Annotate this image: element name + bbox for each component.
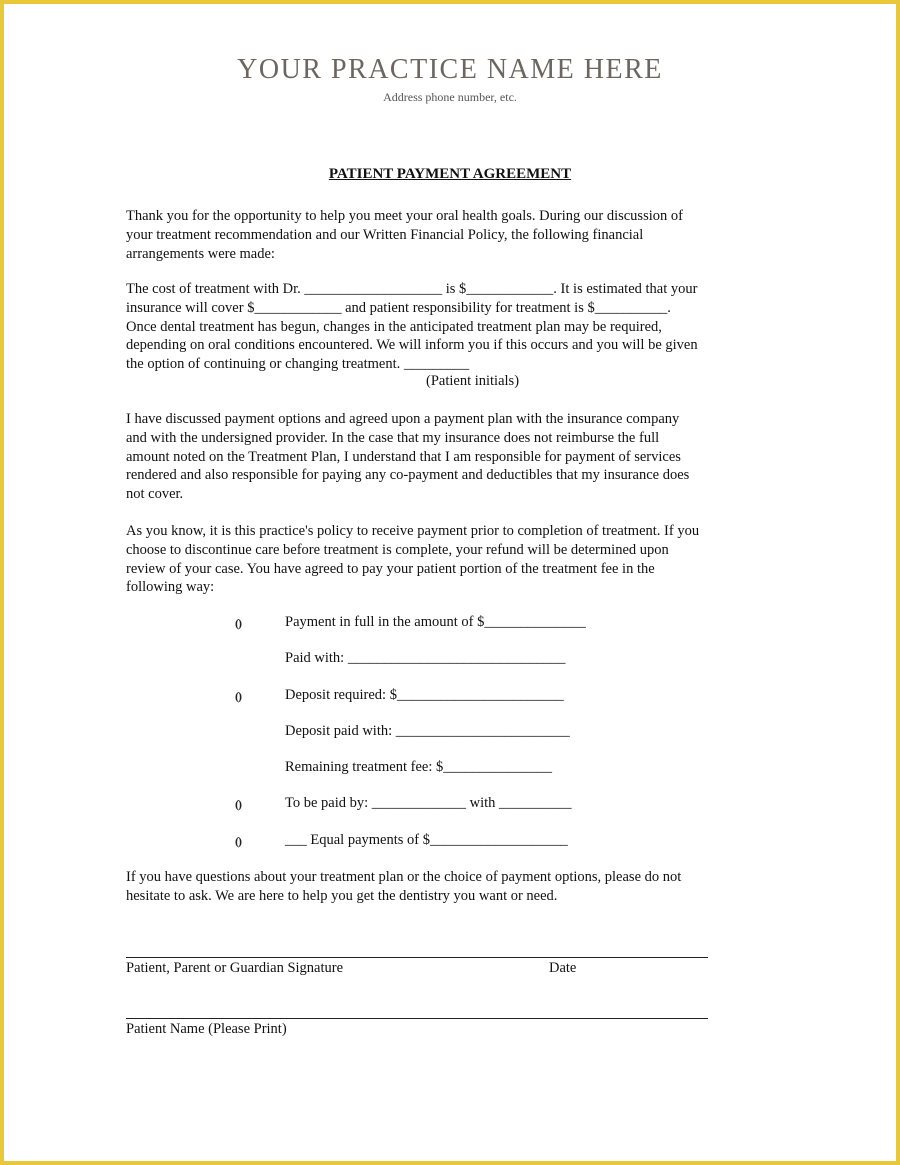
intro-line: Thank you for the opportunity to help you meet your oral health goals. During our discussion of bbox=[126, 208, 683, 224]
paid-with-field[interactable]: Paid with: ______________________________ bbox=[285, 650, 566, 666]
cost-line: the option of continuing or changing treatment. _________ bbox=[126, 356, 470, 373]
discussion-line: not cover. bbox=[126, 486, 184, 503]
discussion-line: rendered and also responsible for paying any co-payment and deductibles that my insurance does bbox=[126, 467, 690, 484]
document-title: PATIENT PAYMENT AGREEMENT bbox=[328, 166, 572, 182]
remaining-fee-field[interactable]: Remaining treatment fee: $_______________ bbox=[285, 759, 552, 775]
closing-line: hesitate to ask. We are here to help you get the dentistry you want or need. bbox=[126, 887, 558, 904]
closing-line: If you have questions about your treatment plan or the choice of payment options, please do not bbox=[126, 869, 682, 885]
equal-payments-option-marker[interactable]: () bbox=[235, 834, 241, 848]
cost-paragraph bbox=[126, 280, 776, 374]
full-payment-option-marker[interactable]: () bbox=[235, 616, 241, 630]
intro-line: arrangements were made: bbox=[126, 245, 275, 262]
to-be-paid-by-field[interactable]: To be paid by: _____________ with __________ bbox=[285, 795, 572, 811]
discussion-paragraph bbox=[126, 410, 776, 504]
practice-address: Address phone number, etc. bbox=[383, 90, 517, 104]
policy-line: review of your case. You have agreed to pay your patient portion of the treatment fee in the bbox=[126, 560, 655, 577]
equal-payments-field[interactable]: ___ Equal payments of $___________________ bbox=[285, 832, 568, 848]
policy-line: following way: bbox=[126, 579, 215, 596]
date-label: Date bbox=[549, 960, 577, 976]
cost-line: Once dental treatment has begun, changes in the anticipated treatment plan may be required, bbox=[126, 318, 662, 335]
intro-paragraph bbox=[126, 207, 776, 263]
policy-paragraph bbox=[126, 522, 776, 597]
cost-line: insurance will cover $____________ and patient responsibility for treatment is $__________. bbox=[126, 299, 671, 316]
to-be-paid-option-marker[interactable]: () bbox=[235, 797, 241, 811]
policy-line: choose to discontinue care before treatment is complete, your refund will be determined upon bbox=[126, 541, 669, 558]
practice-name: YOUR PRACTICE NAME HERE bbox=[237, 54, 663, 85]
signature-line[interactable] bbox=[126, 957, 708, 958]
policy-line: As you know, it is this practice's policy to receive payment prior to completion of treatment. If you bbox=[126, 523, 700, 539]
intro-line: your treatment recommendation and our Written Financial Policy, the following financial bbox=[126, 226, 644, 243]
discussion-line: amount noted on the Treatment Plan, I understand that I am responsible for payment of services bbox=[126, 448, 681, 465]
full-payment-field[interactable]: Payment in full in the amount of $______________ bbox=[285, 614, 586, 630]
closing-paragraph bbox=[126, 868, 776, 906]
deposit-option-marker[interactable]: () bbox=[235, 689, 241, 703]
patient-initials-label: (Patient initials) bbox=[426, 373, 520, 389]
signature-label: Patient, Parent or Guardian Signature bbox=[126, 960, 344, 976]
cost-line: depending on oral conditions encountered. We will inform you if this occurs and you will be given bbox=[126, 337, 698, 354]
discussion-line: I have discussed payment options and agreed upon a payment plan with the insurance company bbox=[126, 411, 680, 427]
deposit-paid-with-field[interactable]: Deposit paid with: ________________________ bbox=[285, 723, 570, 739]
patient-name-label: Patient Name (Please Print) bbox=[126, 1021, 287, 1037]
deposit-required-field[interactable]: Deposit required: $_______________________ bbox=[285, 687, 564, 703]
discussion-line: and with the undersigned provider. In the case that my insurance does not reimburse the full bbox=[126, 429, 660, 446]
patient-name-line[interactable] bbox=[126, 1018, 708, 1019]
cost-line: The cost of treatment with Dr. ___________________ is $____________. It is estimated that your bbox=[126, 281, 698, 297]
